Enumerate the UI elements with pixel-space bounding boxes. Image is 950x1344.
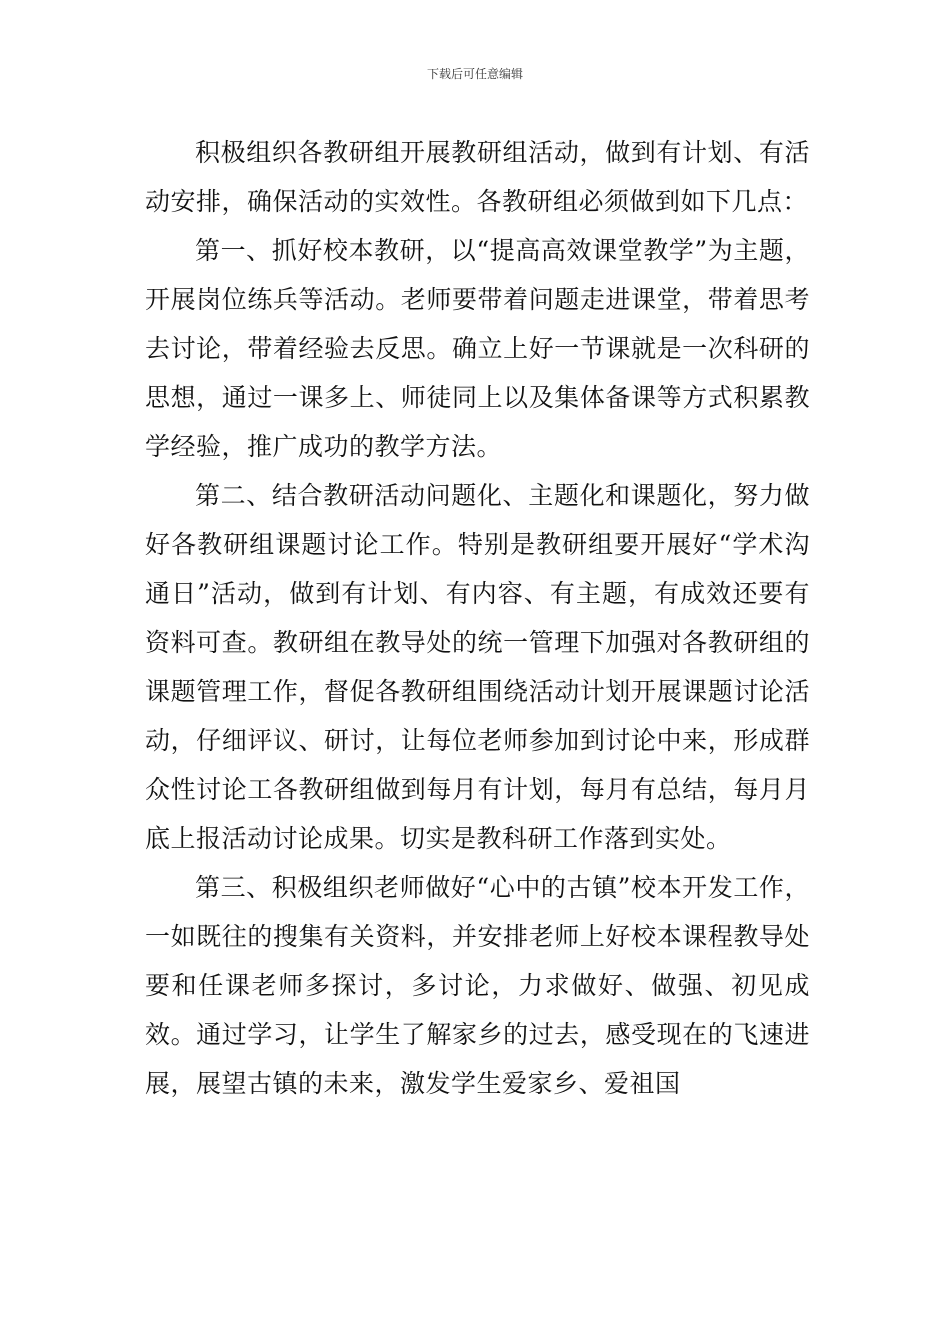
paragraph-second: 第二、结合教研活动问题化、主题化和课题化，努力做好各教研组课题讨论工作。特别是教研组要开展好“学术沟通日”活动，做到有计划、有内容、有主题，有成效还要有资料可查。教研组在教导处的统一管理下加强对各教研组的课题管理工作，督促各教研组围绕活动计划开展课题讨论活动，仔细评议、研讨，让每位老师参加到讨论中来，形成群众性讨论工各教研组做到每月有计划，每月有总结，每月月底上报活动讨论成果。切实是教科研工作落到实处。: [145, 481, 810, 853]
paragraph-intro: 积极组织各教研组开展教研组活动，做到有计划、有活动安排，确保活动的实效性。各教研组必须做到如下几点：: [145, 138, 810, 216]
document-body: [145, 128, 810, 1108]
paragraph-first: 第一、抓好校本教研，以“提高高效课堂教学”为主题，开展岗位练兵等活动。老师要带着问题走进课堂，带着思考去讨论，带着经验去反思。确立上好一节课就是一次科研的思想，通过一课多上、师徒同上以及集体备课等方式积累教学经验，推广成功的教学方法。: [145, 236, 810, 461]
paragraph-third: 第三、积极组织老师做好“心中的古镇”校本开发工作，一如既往的搜集有关资料，并安排老师上好校本课程教导处要和任课老师多探讨，多讨论，力求做好、做强、初见成效。通过学习，让学生了解家乡的过去，感受现在的飞速进展，展望古镇的未来，激发学生爱家乡、爱祖国: [145, 873, 810, 1098]
page-header: 下载后可任意编辑: [426, 67, 523, 81]
